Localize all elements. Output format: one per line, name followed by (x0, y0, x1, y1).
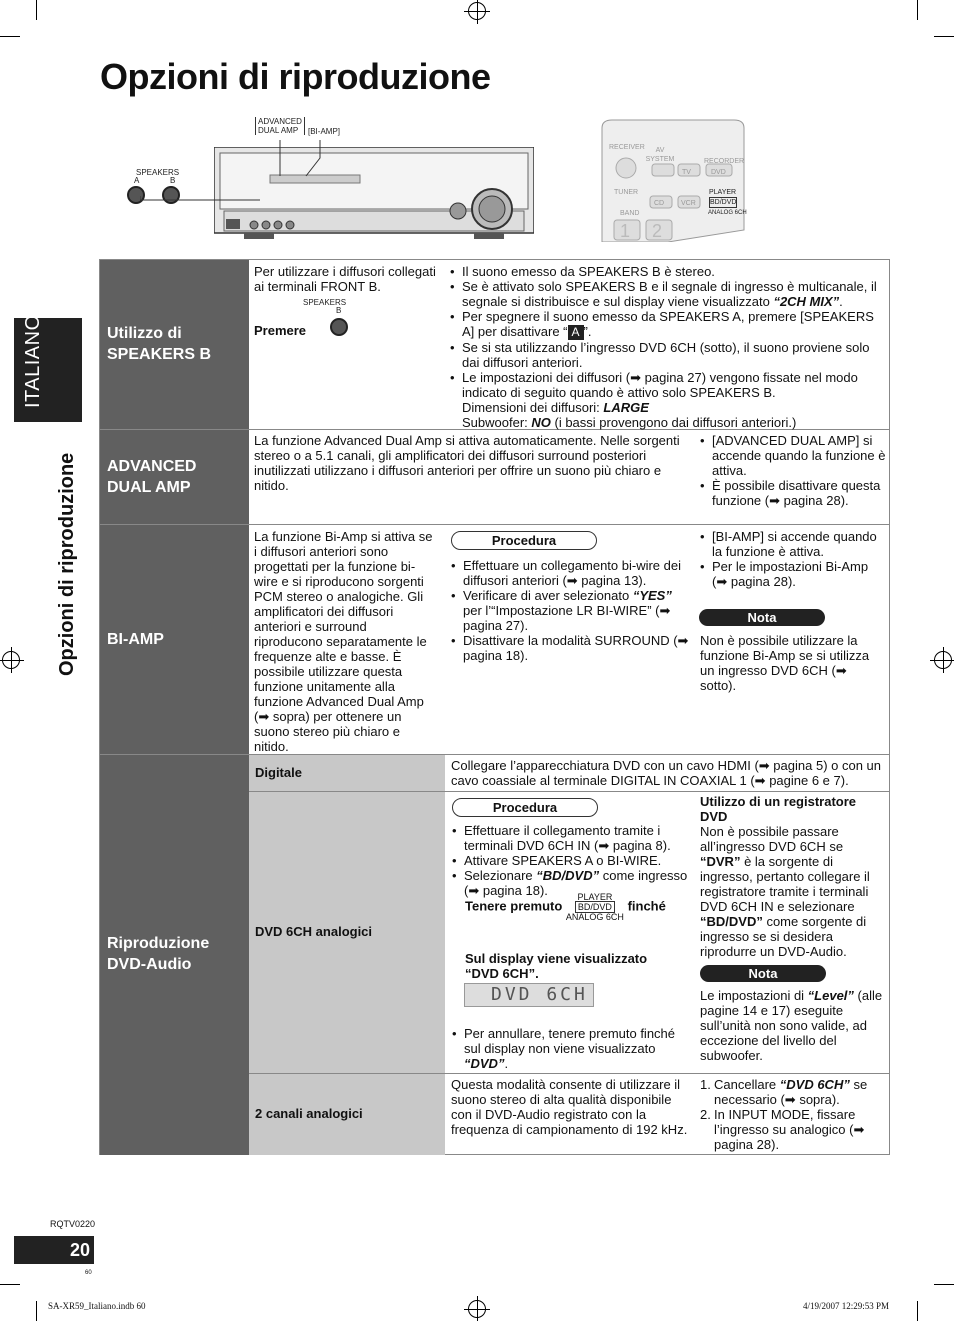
row-header-label: Utilizzo di SPEAKERS B (107, 325, 212, 363)
row-header-label: Riproduzione DVD-Audio (107, 935, 210, 973)
list-item: • Disattivare la modalità SURROUND (➡ pagina 18). (451, 633, 691, 663)
row-header (100, 525, 249, 754)
player-bd-dvd-button-icon: PLAYER BD/DVD ANALOG 6CH (565, 892, 624, 922)
display-text: Sul display viene visualizzato “DVD 6CH”. (465, 951, 648, 981)
footer-file: SA-XR59_Italiano.indb 60 (48, 1301, 146, 1311)
dvd6ch-header (249, 792, 445, 1073)
registration-mark (2, 651, 20, 669)
list-item: • Il suono emesso da SPEAKERS B è stereo. (450, 264, 886, 279)
speakers-a-label: A (134, 176, 140, 185)
advanced-dual-amp-bullets (700, 433, 886, 508)
remote-vcr-label: VCR (681, 200, 696, 207)
page-title: Opzioni di riproduzione (100, 56, 491, 97)
footer-datetime: 4/19/2007 12:29:53 PM (803, 1301, 890, 1311)
crop-mark (0, 36, 20, 37)
analog2-steps (700, 1077, 886, 1152)
language-tab-label: ITALIANO (22, 314, 44, 408)
speakers-b-bullets (450, 264, 886, 430)
digitale-header (249, 755, 445, 791)
registration-mark (934, 651, 952, 669)
list-item: • [BI-AMP] si accende quando la funzione è attiva. (700, 529, 886, 559)
remote-receiver-label: RECEIVER (609, 144, 645, 151)
speakers-small-label: SPEAKERS (303, 298, 347, 307)
row-bi-amp (100, 525, 889, 755)
list-item: • Le impostazioni dei diffusori (➡ pagina 27) vengono fissate nel modo indicato di seguito quando è attivo solo SPEAKERS B. Dimensioni dei diffusori: LARGE Subwoofer: NO (i bassi provengono dai diffusori anteriori.) (450, 370, 886, 430)
recorder-title: Utilizzo di un registratore DVD (700, 794, 857, 824)
crop-mark (934, 36, 954, 37)
remote-tuner-label: TUNER (614, 189, 639, 196)
nota-label: Nota (699, 609, 825, 626)
section-side-label: Opzioni di riproduzione (56, 452, 78, 676)
b-small-label: B (336, 306, 342, 315)
list-item: • Effettuare il collegamento tramite i terminali DVD 6CH IN (➡ pagina 8). (452, 823, 692, 853)
remote-player-label: PLAYER (709, 189, 737, 196)
list-item: 2. In INPUT MODE, fissare l’ingresso su analogico (➡ pagina 28). (700, 1107, 865, 1152)
remote-dvd-label: DVD (711, 169, 726, 176)
speakers-b-button-icon (330, 318, 348, 336)
row-header-label: ADVANCED DUAL AMP (107, 458, 197, 496)
digitale-label: Digitale (255, 765, 302, 780)
row-header (100, 430, 249, 524)
page-number-small: 60 (85, 1270, 92, 1276)
analog2-label: 2 canali analogici (255, 1106, 363, 1121)
list-item: • Effettuare un collegamento bi-wire dei diffusori anteriori (➡ pagina 13). (451, 558, 691, 588)
list-item: • Per spegnere il suono emesso da SPEAKERS A, premere [SPEAKERS A] per disattivare “ A ”. (450, 309, 886, 340)
procedura-label: Procedura (451, 531, 597, 550)
dvd6ch-cancel (452, 1026, 692, 1071)
list-item: • Per annullare, tenere premuto finché sul display non viene visualizzato “DVD”. (452, 1026, 692, 1071)
callout-lines (140, 140, 340, 210)
speakers-b-label: B (170, 176, 176, 185)
page-number: 20 (14, 1236, 94, 1264)
premere-label: Premere (254, 323, 307, 338)
crop-mark (36, 1301, 37, 1321)
tenere-premuto-row: Tenere premuto PLAYER BD/DVD ANALOG 6CH finché (465, 892, 666, 922)
remote-av-system-label: AV SYSTEM (645, 147, 675, 163)
crop-mark (0, 1284, 20, 1285)
row-advanced-dual-amp (100, 430, 889, 525)
remote-band-label: BAND (620, 210, 640, 217)
digitale-text: Collegare l’apparecchiatura DVD con un cavo HDMI (➡ pagina 5) o con un cavo coassiale al terminale DIGITAL IN COAXIAL 1 (➡ pagine 6 e 7). (451, 758, 882, 788)
crop-mark (36, 0, 37, 20)
speakers-label: SPEAKERS (136, 168, 180, 177)
advanced-dual-amp-text: La funzione Advanced Dual Amp si attiva automaticamente. Nelle sorgenti stereo o a 5.1 canali, gli amplificatori dei diffusori surround posteriori inutilizzati utilizzano i diffusori anteriori per offrire un suono più chiaro e nitido. (254, 433, 680, 493)
list-item: 1. Cancellare “DVD 6CH” se necessario (➡ sopra). (700, 1077, 868, 1107)
list-item: • Per le impostazioni Bi-Amp (➡ pagina 28). (700, 559, 886, 589)
language-tab (14, 314, 82, 422)
bi-amp-label: [BI-AMP] (308, 127, 341, 136)
row-header-label: BI-AMP (107, 631, 164, 648)
remote-tv-label: TV (682, 169, 691, 176)
registration-mark (468, 1300, 486, 1318)
crop-mark (934, 1284, 954, 1285)
crop-mark (917, 1301, 918, 1321)
list-item: • Attivare SPEAKERS A o BI-WIRE. (452, 853, 692, 868)
remote-recorder-label: RECORDER (704, 158, 745, 165)
list-item: • Se si sta utilizzando l’ingresso DVD 6CH (sotto), il suono proviene solo dai diffusori anteriori. (450, 340, 886, 370)
lcd-display: DVD 6CH (464, 983, 594, 1007)
bi-amp-nota-text: Non è possibile utilizzare la funzione Bi-Amp se si utilizza un ingresso DVD 6CH (➡ sotto). (700, 633, 870, 693)
procedura-label: Procedura (452, 798, 598, 817)
registration-mark (468, 2, 486, 20)
options-table (99, 259, 890, 1155)
dvd6ch-steps (452, 823, 692, 898)
list-item: • È possibile disattivare questa funzione (➡ pagina 28). (700, 478, 886, 508)
bi-amp-bullets (700, 529, 886, 589)
dvd6ch-nota-text: Le impostazioni di “Level” (alle pagine 14 e 17) eseguite sull’unità non sono valide, ad eccezione del livello del subwoofer. (700, 988, 883, 1063)
nota-label: Nota (700, 965, 826, 982)
list-item: • Se è attivato solo SPEAKERS B e il segnale di ingresso è multicanale, il segnale si distribuisce e sul display viene visualizzato “2CH MIX”. (450, 279, 886, 309)
document-code: RQTV0220 (50, 1219, 96, 1229)
row-header (100, 755, 249, 1155)
analog2-text: Questa modalità consente di utilizzare il suono stereo di alta qualità disponibile con il DVD-Audio registrato con la frequenza di campionamento di 192 kHz. (451, 1077, 688, 1137)
dvd6ch-label: DVD 6CH analogici (255, 924, 373, 939)
row-header (100, 260, 249, 429)
remote-bd-dvd-label: BD/DVD (710, 199, 737, 206)
analog2-header (249, 1074, 445, 1155)
recorder-note (700, 794, 886, 959)
remote-analog-label: ANALOG 6CH (708, 210, 747, 216)
recorder-text: Non è possibile passare all’ingresso DVD 6CH se “DVR” è la sorgente di ingresso, pertanto collegare il registratore tramite i terminali DVD 6CH IN e selezionare “BD/DVD” come sorgente di ingresso se si desidera riprodurre un DVD-Audio. (700, 824, 870, 959)
speaker-a-indicator: A (568, 325, 584, 340)
remote-cd-label: CD (654, 200, 665, 207)
speakers-b-intro: Per utilizzare i diffusori collegati ai terminali FRONT B. (254, 264, 436, 294)
crop-mark (917, 0, 918, 20)
remote-one-label: 1 (620, 221, 631, 241)
row-dvd-audio (100, 755, 889, 1155)
advanced-dual-amp-label: ADVANCED DUAL AMP (255, 117, 305, 135)
list-item: • [ADVANCED DUAL AMP] si accende quando la funzione è attiva. (700, 433, 886, 478)
row-speakers-b (100, 260, 889, 430)
bi-amp-text: La funzione Bi-Amp si attiva se i diffusori anteriori sono progettati per la funzione bi-wire e si riproducono sorgenti PCM stereo o analogiche. Gli amplificatori dei diffusori anteriori e surround riproducono separatamente le frequenze alte e basse. È possibile utilizzare questa funzione unitamente alla funzione Advanced Dual Amp (➡ sopra) per ottenere un suono stereo più chiaro e nitido. (254, 529, 433, 754)
list-item: • Selezionare “BD/DVD” come ingresso (➡ pagina 18). (452, 868, 692, 898)
remote-two-label: 2 (652, 221, 663, 241)
bi-amp-steps (451, 558, 691, 663)
list-item: • Verificare di aver selezionato “YES” per l’“Impostazione LR BI-WIRE” (➡ pagina 27). (451, 588, 691, 633)
